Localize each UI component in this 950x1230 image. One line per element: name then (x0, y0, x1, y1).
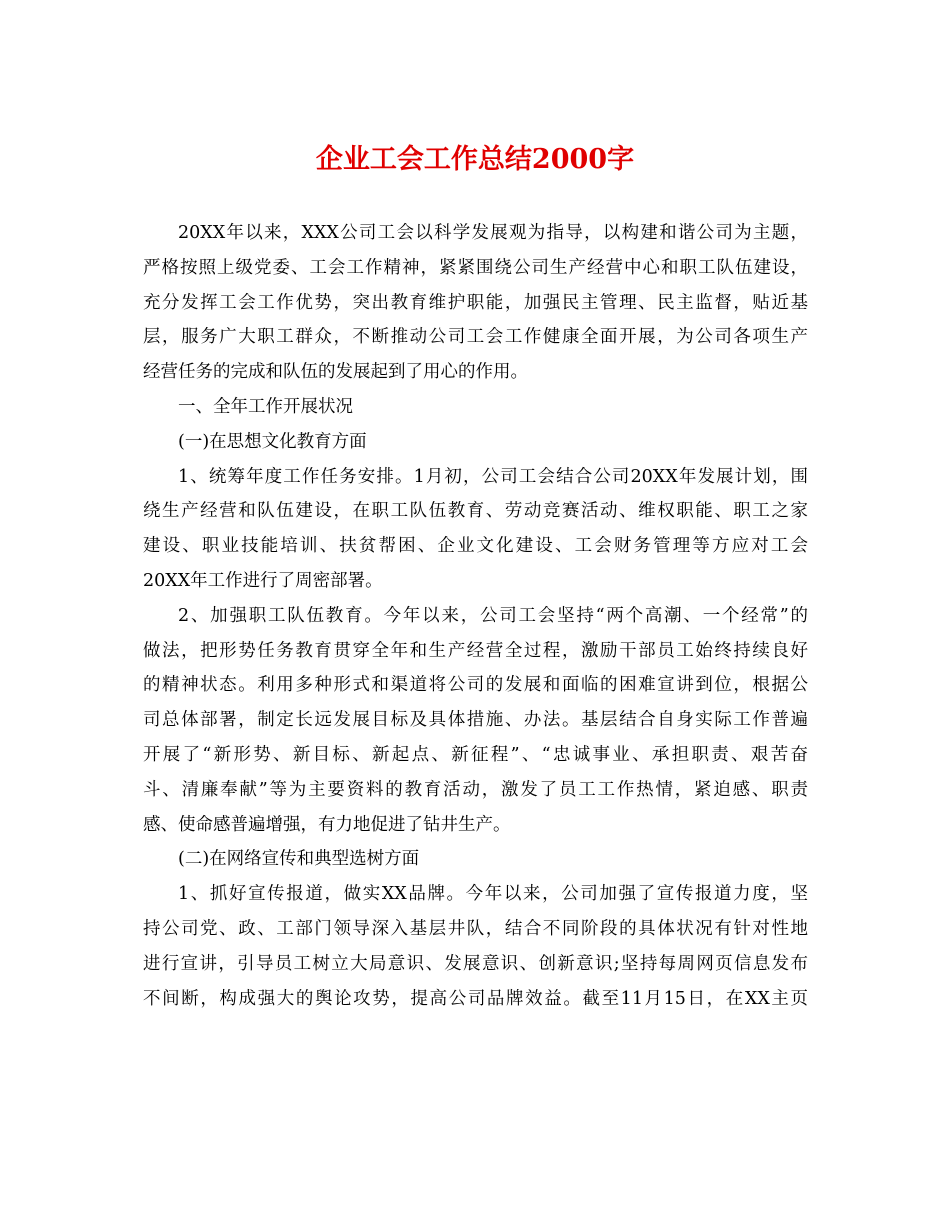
document-body (143, 216, 808, 1016)
text-line: 绕生产经营和队伍建设，在职工队伍教育、劳动竞赛活动、维权职能、职工之家 (143, 501, 808, 522)
text-line: 开展了“新形势、新目标、新起点、新征程”、“忠诚事业、承担职责、艰苦奋 (143, 744, 808, 765)
document-title: 企业工会工作总结2000字 (315, 144, 635, 175)
text-line: 斗、清廉奉献”等为主要资料的教育活动，激发了员工工作热情，紧迫感、职责 (143, 779, 808, 800)
text-line: 充分发挥工会工作优势，突出教育维护职能，加强民主管理、民主监督，贴近基 (143, 292, 808, 313)
text-line: 严格按照上级党委、工会工作精神，紧紧围绕公司生产经营中心和职工队伍建设， (143, 257, 808, 278)
text-line: 1、抓好宣传报道，做实XX品牌。今年以来，公司加强了宣传报道力度，坚 (178, 884, 808, 905)
text-line: 司总体部署，制定长远发展目标及具体措施、办法。基层结合自身实际工作普遍 (143, 710, 808, 731)
text-line: 不间断，构成强大的舆论攻势，提高公司品牌效益。截至11月15日，在XX主页 (143, 988, 808, 1009)
text-line: 2、加强职工队伍教育。今年以来，公司工会坚持“两个高潮、一个经常”的 (178, 605, 808, 626)
text-line: 的精神状态。利用多种形式和渠道将公司的发展和面临的困难宣讲到位，根据公 (143, 675, 808, 696)
text-line: 感、使命感普遍增强，有力地促进了钻井生产。 (143, 814, 511, 835)
text-line: 持公司党、政、工部门领导深入基层井队，结合不同阶段的具体状况有针对性地 (143, 918, 808, 939)
text-line: 1、统筹年度工作任务安排。1月初，公司工会结合公司20XX年发展计划，围 (178, 466, 808, 487)
text-line: 做法，把形势任务教育贯穿全年和生产经营全过程，激励干部员工始终持续良好 (143, 640, 808, 661)
section-heading: 一、全年工作开展状况 (178, 396, 353, 417)
text-line: 建设、职业技能培训、扶贫帮困、企业文化建设、工会财务管理等方应对工会 (143, 536, 808, 557)
subsection-heading: (一)在思想文化教育方面 (178, 431, 367, 452)
text-line: 20XX年以来，XXX公司工会以科学发展观为指导，以构建和谐公司为主题， (178, 223, 808, 243)
text-line: 经营任务的完成和队伍的发展起到了用心的作用。 (143, 362, 528, 383)
text-line: 20XX年工作进行了周密部署。 (143, 570, 383, 591)
text-line: 层，服务广大职工群众，不断推动公司工会工作健康全面开展，为公司各项生产 (143, 327, 808, 348)
subsection-heading: (二)在网络宣传和典型选树方面 (178, 849, 420, 870)
text-line: 进行宣讲，引导员工树立大局意识、发展意识、创新意识;坚持每周网页信息发布 (143, 953, 808, 974)
